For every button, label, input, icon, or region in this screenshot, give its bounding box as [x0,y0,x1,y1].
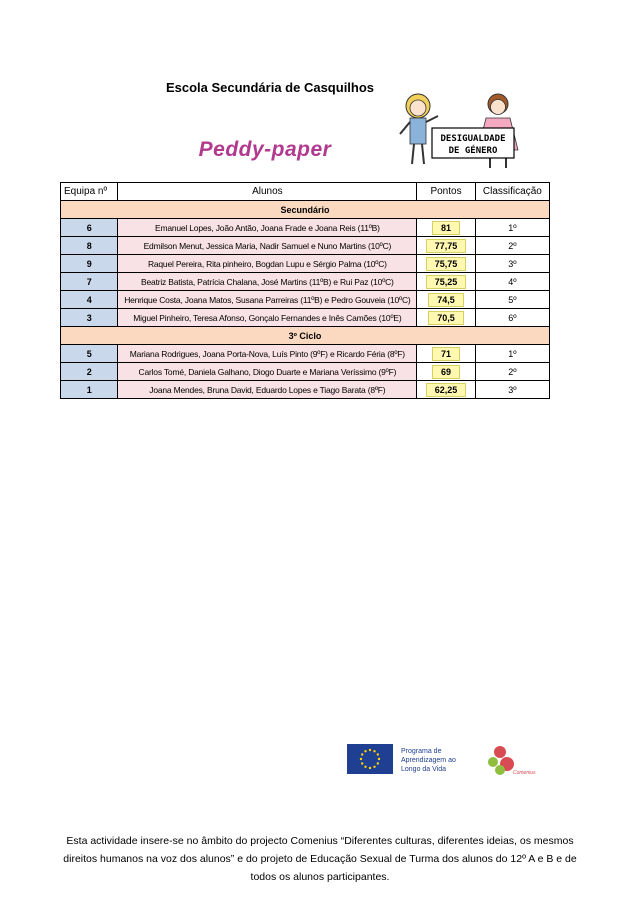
team-points: 70,5 [428,311,464,325]
team-points-cell [417,237,476,255]
team-points: 75,75 [426,257,467,271]
eu-star-icon [373,750,375,752]
team-points: 77,75 [426,239,467,253]
gender-inequality-cartoon [398,88,526,188]
results-table [60,182,550,399]
team-students: Beatriz Batista, Patrícia Chalana, José Martins (11ºB) e Rui Paz (10ºC) [118,273,417,291]
table-row [61,237,550,255]
eu-star-icon [364,766,366,768]
table-row [61,219,550,237]
header-students: Alunos [118,183,417,201]
section-label: 3º Ciclo [61,327,550,345]
eu-star-icon [361,762,363,764]
programme-text-2: Aprendizagem ao [401,757,456,764]
eu-star-icon [373,766,375,768]
header-rank: Classificação [475,183,549,201]
team-points-cell [417,345,476,363]
eu-star-icon [360,758,362,760]
team-points-cell [417,291,476,309]
team-points: 71 [432,347,460,361]
team-points-cell [417,381,476,399]
team-rank: 1º [475,219,549,237]
eu-star-icon [377,753,379,755]
team-points-cell [417,255,476,273]
eu-star-icon [369,749,371,751]
programme-text-1: Programa de [401,748,442,755]
footer-note: Esta actividade insere-se no âmbito do projecto Comenius “Diferentes culturas, diferentes ideias, os mesmos direitos humanos na voz dos alunos” e do projeto de Educação Sexual de Turma dos alunos do 12º A e B e de todos os alunos participantes. [63,835,577,883]
cartoon-sign-line-1: DESIGUALDADE [440,134,506,144]
comenius-logo-icon [488,746,514,775]
team-students: Raquel Pereira, Rita pinheiro, Bogdan Lupu e Sérgio Palma (10ºC) [118,255,417,273]
team-rank: 2º [475,237,549,255]
team-points: 69 [432,365,460,379]
table-row [61,345,550,363]
team-number: 2 [61,363,118,381]
table-row [61,291,550,309]
school-title: Escola Secundária de Casquilhos [165,80,375,95]
section-label: Secundário [61,201,550,219]
table-row [61,381,550,399]
table-row [61,273,550,291]
team-points-cell [417,219,476,237]
team-points: 81 [432,221,460,235]
team-students: Henrique Costa, Joana Matos, Susana Parreiras (11ºB) e Pedro Gouveia (10ºC) [118,291,417,309]
team-number: 6 [61,219,118,237]
team-number: 8 [61,237,118,255]
header-points: Pontos [417,183,476,201]
team-points-cell [417,309,476,327]
team-number: 7 [61,273,118,291]
team-number: 4 [61,291,118,309]
team-rank: 2º [475,363,549,381]
table-row [61,363,550,381]
team-number: 3 [61,309,118,327]
section-row [61,201,550,219]
team-rank: 3º [475,381,549,399]
table-row [61,309,550,327]
team-students: Miguel Pinheiro, Teresa Afonso, Gonçalo Fernandes e Inês Camões (10ºE) [118,309,417,327]
team-rank: 3º [475,255,549,273]
team-rank: 1º [475,345,549,363]
team-students: Edmilson Menut, Jessica Maria, Nadir Samuel e Nuno Martins (10ºC) [118,237,417,255]
eu-star-icon [364,750,366,752]
programme-text-3: Longo da Vida [401,766,447,773]
event-title: Peddy-paper [198,138,332,161]
team-points-cell [417,273,476,291]
team-number: 5 [61,345,118,363]
team-number: 9 [61,255,118,273]
team-rank: 4º [475,273,549,291]
eu-flag-icon [347,744,393,774]
team-students: Emanuel Lopes, João Antão, Joana Frade e Joana Reis (11ºB) [118,219,417,237]
comenius-text: Comenius [513,770,536,776]
team-rank: 6º [475,309,549,327]
eu-star-icon [361,753,363,755]
team-points-cell [417,363,476,381]
section-row [61,327,550,345]
team-rank: 5º [475,291,549,309]
table-row [61,255,550,273]
team-points: 62,25 [426,383,467,397]
eu-star-icon [369,767,371,769]
sponsor-logos [345,740,560,780]
team-points: 74,5 [428,293,464,307]
team-students: Carlos Tomé, Daniela Galhano, Diogo Duarte e Mariana Veríssimo (9ºF) [118,363,417,381]
cartoon-sign-line-2: DE GÉNERO [448,146,498,156]
team-points: 75,25 [426,275,467,289]
team-students: Mariana Rodrigues, Joana Porta-Nova, Luís Pinto (9ºF) e Ricardo Féria (8ºF) [118,345,417,363]
table-header-row [61,183,550,201]
team-number: 1 [61,381,118,399]
team-students: Joana Mendes, Bruna David, Eduardo Lopes e Tiago Barata (8ºF) [118,381,417,399]
header-team: Equipa nº [61,183,118,201]
eu-star-icon [377,762,379,764]
eu-star-icon [378,758,380,760]
